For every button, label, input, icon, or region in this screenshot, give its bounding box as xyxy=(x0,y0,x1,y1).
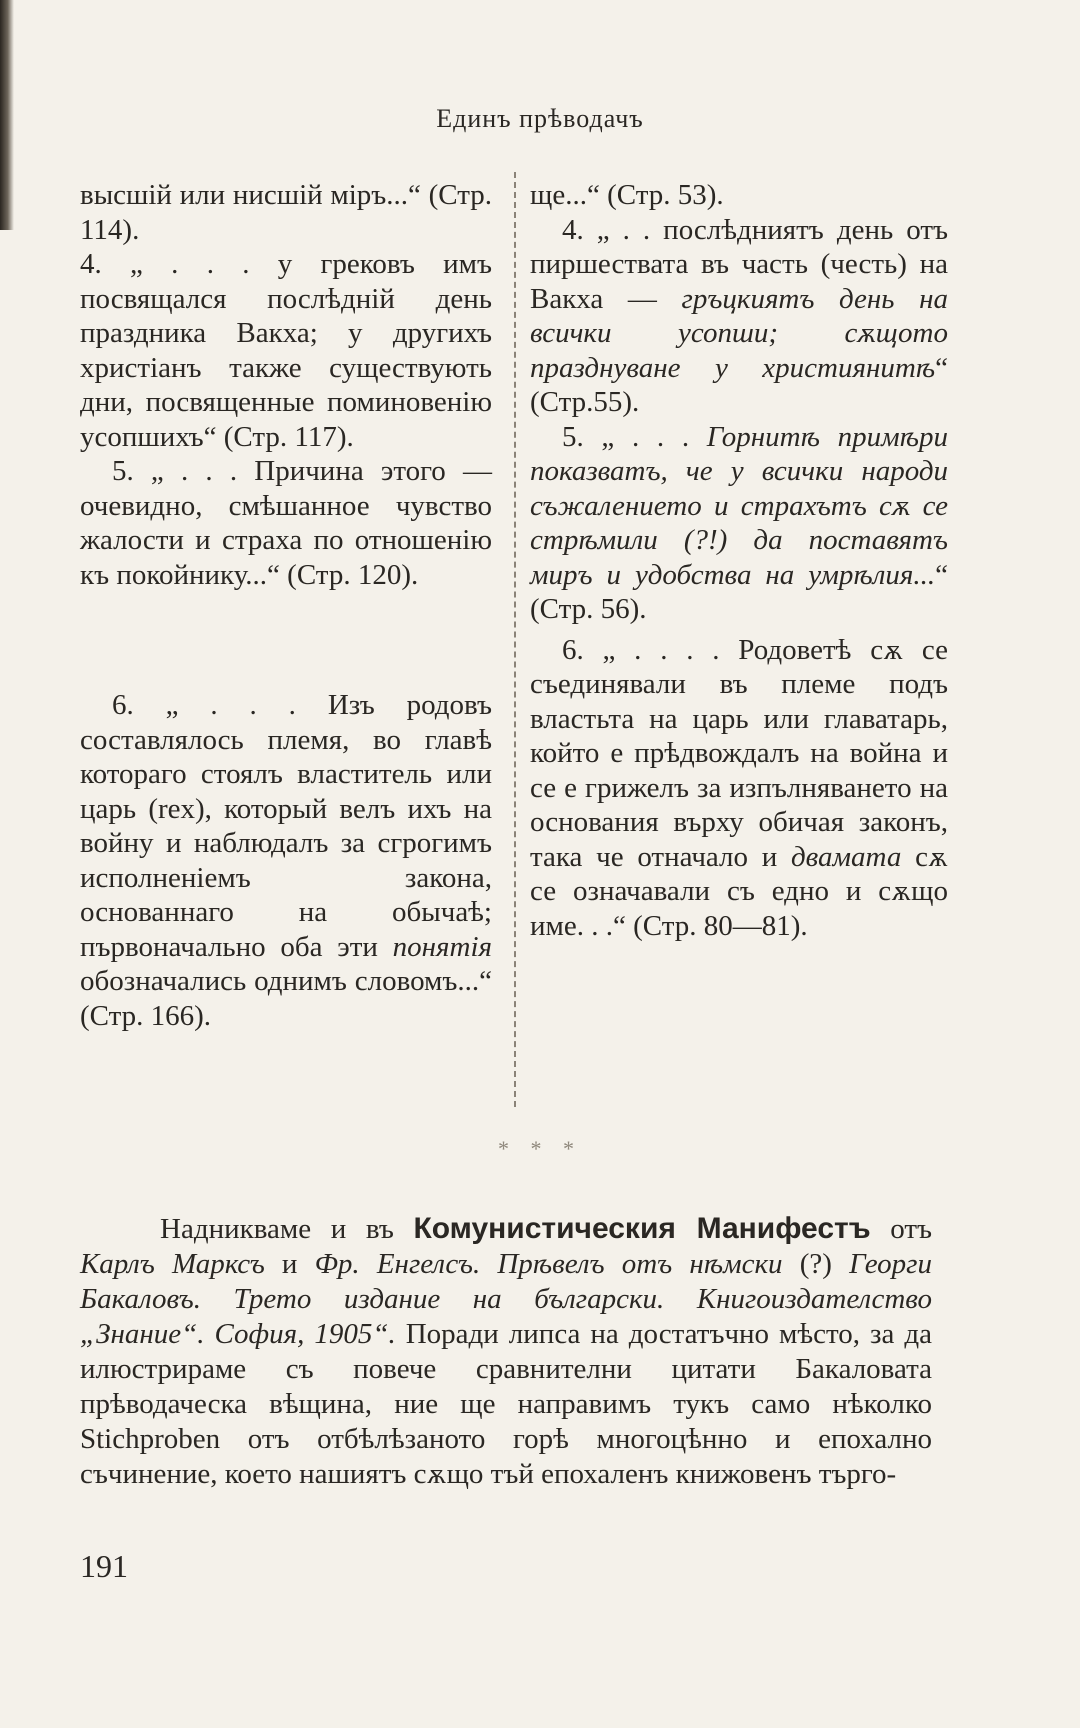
left-paragraph-6 xyxy=(80,688,492,1033)
right-p5-text-end: “ (Стр. 56). xyxy=(530,558,948,625)
left-paragraph-continued: высшій или нисшій міръ...“ (Стр. 114). xyxy=(80,179,492,246)
right-p4-text-start: 4. „ . . послѣдниятъ день отъ пиршествата въ часть (честь) на Вакха — xyxy=(530,213,948,315)
right-paragraph-continued: ще...“ (Стр. 53). xyxy=(530,179,724,211)
section-separator-stars: * * * xyxy=(498,1136,582,1161)
bottom-italic-3: Георги Бакаловъ. Трето издание на български. Книгоиздателство „Знание“. София, 1905“. xyxy=(80,1248,932,1350)
right-p4-italic: гръцкиятъ день на всички усопши; сѫщото празднуване у християнитѣ xyxy=(530,282,948,384)
bottom-text-5: Поради липса на достатъчно мѣсто, за да илюстрираме съ повече сравнителни цитати Бакаловата прѣводаческа вѣщина, ние ще направимъ тукъ само нѣколко Stichproben отъ отбѣлѣзаното горѣ многоцѣнно и епохално съчинение, което нашиятъ сѫщо тъй епохаленъ книжовенъ търго- xyxy=(80,1318,932,1490)
right-paragraph-5 xyxy=(530,420,948,627)
right-column-bulgarian xyxy=(530,178,948,943)
bottom-text-4: (?) xyxy=(782,1248,850,1280)
bottom-text-2: отъ xyxy=(870,1213,932,1245)
bottom-bold-title: Комунистическия Манифестъ xyxy=(413,1212,871,1245)
column-divider xyxy=(514,172,517,1107)
right-p6-text-start: 6. „ . . . . Родоветѣ сѫ се съединявали въ племе подъ властьта на царь или главатарь, който е прѣдвождалъ на война и се е грижелъ за изпълняването на основания върху обичая законъ, така че отначало и xyxy=(530,633,948,873)
right-p6-italic: двамата xyxy=(790,840,902,873)
left-p6-text-end: обозначались однимъ словомъ...“ (Стр. 166). xyxy=(80,965,492,1032)
bottom-italic-2: Фр. Енгелсъ. Прѣвелъ отъ нѣмски xyxy=(314,1248,783,1280)
right-p4-text-end: “ (Стр.55). xyxy=(530,351,948,418)
bottom-italic-1: Карлъ Марксъ xyxy=(80,1248,265,1280)
bottom-text-1: Надникваме и въ xyxy=(160,1213,414,1245)
right-paragraph-4 xyxy=(530,213,948,420)
body-paragraph-manifesto xyxy=(80,1211,932,1492)
left-paragraph-5: 5. „ . . . Причина этого — очевидно, смѣшанное чувство жалости и страха по отношенію къ покойнику...“ (Стр. 120). xyxy=(80,455,492,591)
left-column-russian xyxy=(80,178,492,1033)
left-p6-text-start: 6. „ . . . Изъ родовъ составлялось племя, во главѣ котораго стоялъ властитель или царь (rex), который велъ ихъ на войну и наблюдалъ за сгрогимъ исполненіемъ закона, основаннаго на обычаѣ; първоначально оба эти xyxy=(80,689,492,963)
page-number: 191 xyxy=(80,1548,128,1584)
left-p6-italic: понятія xyxy=(392,930,492,963)
left-paragraph-4: 4. „ . . . у грековъ имъ посвящался послѣдній день праздника Вакха; у другихъ христіанъ также существують дни, посвященные поминовенію усопшихъ“ (Стр. 117). xyxy=(80,248,492,453)
right-p5-italic: Горнитѣ примѣри показватъ, че у всички народи съжалението и страхътъ сѫ се стрѣмили (?!) да поставятъ миръ и удобства на умрѣлия... xyxy=(530,420,948,591)
right-paragraph-6 xyxy=(530,633,948,944)
running-header: Единъ прѣводачъ xyxy=(436,104,644,133)
right-p6-text-end: сѫ се означавали съ едно и сѫщо име. . .“ (Стр. 80—81). xyxy=(530,840,948,942)
right-p5-text-start: 5. „ . . . xyxy=(562,420,707,453)
bottom-text-3: и xyxy=(264,1248,315,1280)
